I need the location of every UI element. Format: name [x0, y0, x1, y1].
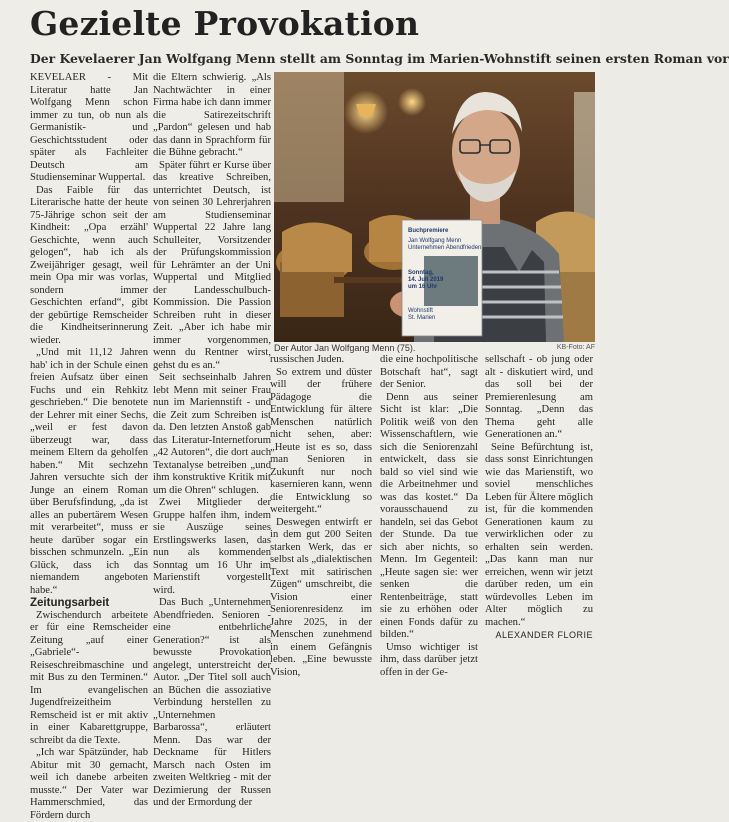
article-subheadline: Der Kevelaerer Jan Wolfgang Menn stellt am Sonntag im Marien-Wohnstift seinen ersten Roman vor [30, 51, 729, 66]
paragraph: Das Buch „Unternehmen Abendfrieden. Senioren - eine entbehrliche Generation?“ ist als bewusste Provokation angelegt, unterstreicht der Autor. „Der Titel soll auch an Büchen die assoziative Verbindung herstellen zu „Unternehmen Barbarossa“, erläutert Menn. Das war der Deckname für Hitlers Marsch nach Osten im zweiten Weltkrieg - mit der Dezimierung der Russen und der Ermordung der [153, 597, 271, 808]
flyer-place: Wohnstift [408, 308, 433, 314]
flyer-place: St. Marien [408, 315, 436, 321]
author-photo-illustration [274, 72, 595, 342]
section-heading: Zeitungsarbeit [30, 597, 110, 609]
article-author: ALEXANDER FLORIE [495, 630, 593, 640]
flyer-date: um 16 Uhr [408, 284, 438, 290]
flyer-title: Buchpremiere [408, 228, 449, 234]
paragraph: Das Faible für das Literarische hatte der heute 75-Jährige schon seit der Kindheit: „Opa erzähl' Geschichte, wenn auch gelogen“, hab ich als Zweijähriger gesagt, weil mein Opa mir was vorlas, sondern immer Geschichten erfand“, gibt der gebürtige Remscheider die Kindheitserinnerung wieder. [30, 184, 148, 346]
text-column-5 [485, 354, 593, 640]
paragraph: Zwischendurch arbeitete er für eine Remscheider Zeitung „auf einer „Gabriele“-Reiseschreibmaschine und mit Bus zu den Terminen.“ Im evangelischen Jugendfreizeitheim Remscheid ist er mit aktiv in einer Kabarettgruppe, schreibt da die Texte. [30, 609, 148, 746]
flyer-line: Unternehmen Abendfrieden [408, 245, 482, 251]
paragraph: die Eltern schwierig. „Als Nachtwächter in einer Firma habe ich dann immer die Satirezeitschrift „Pardon“ gelesen und hab das dann in Sprachform für die Bühne gebracht.“ [153, 72, 271, 158]
paragraph: „Und mit 11,12 Jahren hab' ich in der Schule einen freien Aufsatz über einen Fuchs und ein Rehkitz geschrieben.“ Die benotete der Lehrer mit einer Sechs, „weil er fest davon überzeugt war, dass meinem Eltern da geholfen haben.“ Mit sechzehn Jahren versuchte sich der Junge an einem Roman über Berufsfindung, „da ist alles an pubertärem Wesen mit verarbeitet“, muss er heute darüber sogar ein bisschen schmunzeln. „Ein Glück, dass ich das niemandem angeboten habe.“ [30, 347, 148, 596]
paragraph: KEVELAER - Mit Literatur hatte Jan Wolfgang Menn schon immer zu tun, ob nun als Germanistik- und Geschichtsstudent oder später als Fachleiter Deutsch am Studienseminar Wuppertal. [30, 72, 148, 183]
paragraph: die eine hochpolitische Botschaft hat“, sagt der Senior. [380, 354, 478, 390]
paragraph: Seit sechseinhalb Jahren lebt Menn mit seiner Frau nun im Mariennstift - und die Zeit zum Schreiben ist da. Den letzten Anstoß gab das Literatur-Internetforum „42 Autoren“, die dort auch Textanalyse betreiben „und ihm konstruktive Kritik mit um die Ohren“ schlugen. [153, 372, 271, 496]
flyer-line: Jan Wolfgang Menn [408, 238, 462, 244]
text-column-4 [380, 354, 478, 678]
flyer-date: 14. Juli 2019 [408, 277, 444, 283]
photo-caption: Der Autor Jan Wolfgang Menn (75). [274, 343, 416, 353]
book-premiere-flyer [402, 220, 482, 336]
text-column-1 [30, 72, 148, 821]
text-column-2 [153, 72, 271, 808]
paragraph: „Ich war Spätzünder, hab Abitur mit 30 gemacht, weil ich danebe arbeiten musste.“ Der Vater war Hammerschmied, das Fördern durch [30, 747, 148, 821]
paragraph: So extrem und düster will der frühere Pädagoge die Entwicklung für ältere Menschen natürlich nicht sehen, aber: „Heute ist es so, dass man Senioren in Zukunft nur noch kasernieren kann, wenn die Entwicklung so weitergeht.“ [270, 366, 372, 515]
paragraph: Deswegen entwirft er in dem gut 200 Seiten starken Werk, das er selbst als „dialektischen Text mit satirischen Zügen“ umschreibt, die Vision einer Seniorenresidenz im Jahre 2025, in der Menschen zunehmend in einem Gefängnis leben. „Eine bewusste Vision, [270, 516, 372, 678]
paragraph: sellschaft - ob jung oder alt - diskutiert wird, und das soll bei der Premierenlesung am Sonntag. „Denn das Thema geht alle Generationen an.“ [485, 354, 593, 440]
author-photo [274, 72, 595, 342]
paragraph: Zwei Mitglieder der Gruppe halfen ihm, indem sie Auszüge seines Erstlingswerks lasen, das nun als kommenden Sonntag um 16 Uhr im Marienstift vorgestellt wird. [153, 497, 271, 596]
photo-credit: KB-Foto: AF [556, 344, 595, 351]
paragraph: Seine Befürchtung ist, dass sonst Einrichtungen wie das Marienstift, wo soviel menschliches Leben für Ältere möglich ist, für die kommenden Generationen kaum zu verwirklichen oder zu erhalten sein werden. „Das kann man nur erreichen, wenn wir jetzt darüber reden, um ein würdevolles Leben im Alter möglich zu machen.“ [485, 441, 593, 628]
paragraph: Umso wichtiger ist ihm, dass darüber jetzt offen in der Ge- [380, 641, 478, 678]
text-column-3 [270, 354, 372, 678]
paragraph: russischen Juden. [270, 354, 345, 365]
paragraph: Später führt er Kurse über das kreative Schreiben, unterrichtet Deutsch, ist von seinen 30 Lehrerjahren am Studienseminar Wuppertal 22 Jahre lang Schulleiter, Vorsitzender der Prüfungskommission für Lehrämter an der Uni Wuppertal und Mitglied der Landesschulbuch-Kommission. Die Passion Schreiben ruht in dieser Zeit. „Aber ich habe mir immer vorgenommen, wenn du Rentner wirst, gehst du es an.“ [153, 159, 271, 371]
paragraph: Denn aus seiner Sicht ist klar: „Die Politik weiß von den Wissenschaftlern, wie sich die Seniorenzahl entwickelt, dass sie bald so viel sind wie die Arbeitnehmer und was das kostet.“ Da vorausschauend zu handeln, sei das Gebot der Stunde. Da tue sich aber nichts, so Menn. Im Gegenteil: „Heute sagen sie: wer senken die Rentenbeiträge, statt sie zu erhöhen oder einen Fonds dafür zu bilden.“ [380, 391, 478, 640]
article-headline: Gezielte Provokation [30, 4, 420, 43]
flyer-date: Sonntag, [408, 270, 434, 276]
